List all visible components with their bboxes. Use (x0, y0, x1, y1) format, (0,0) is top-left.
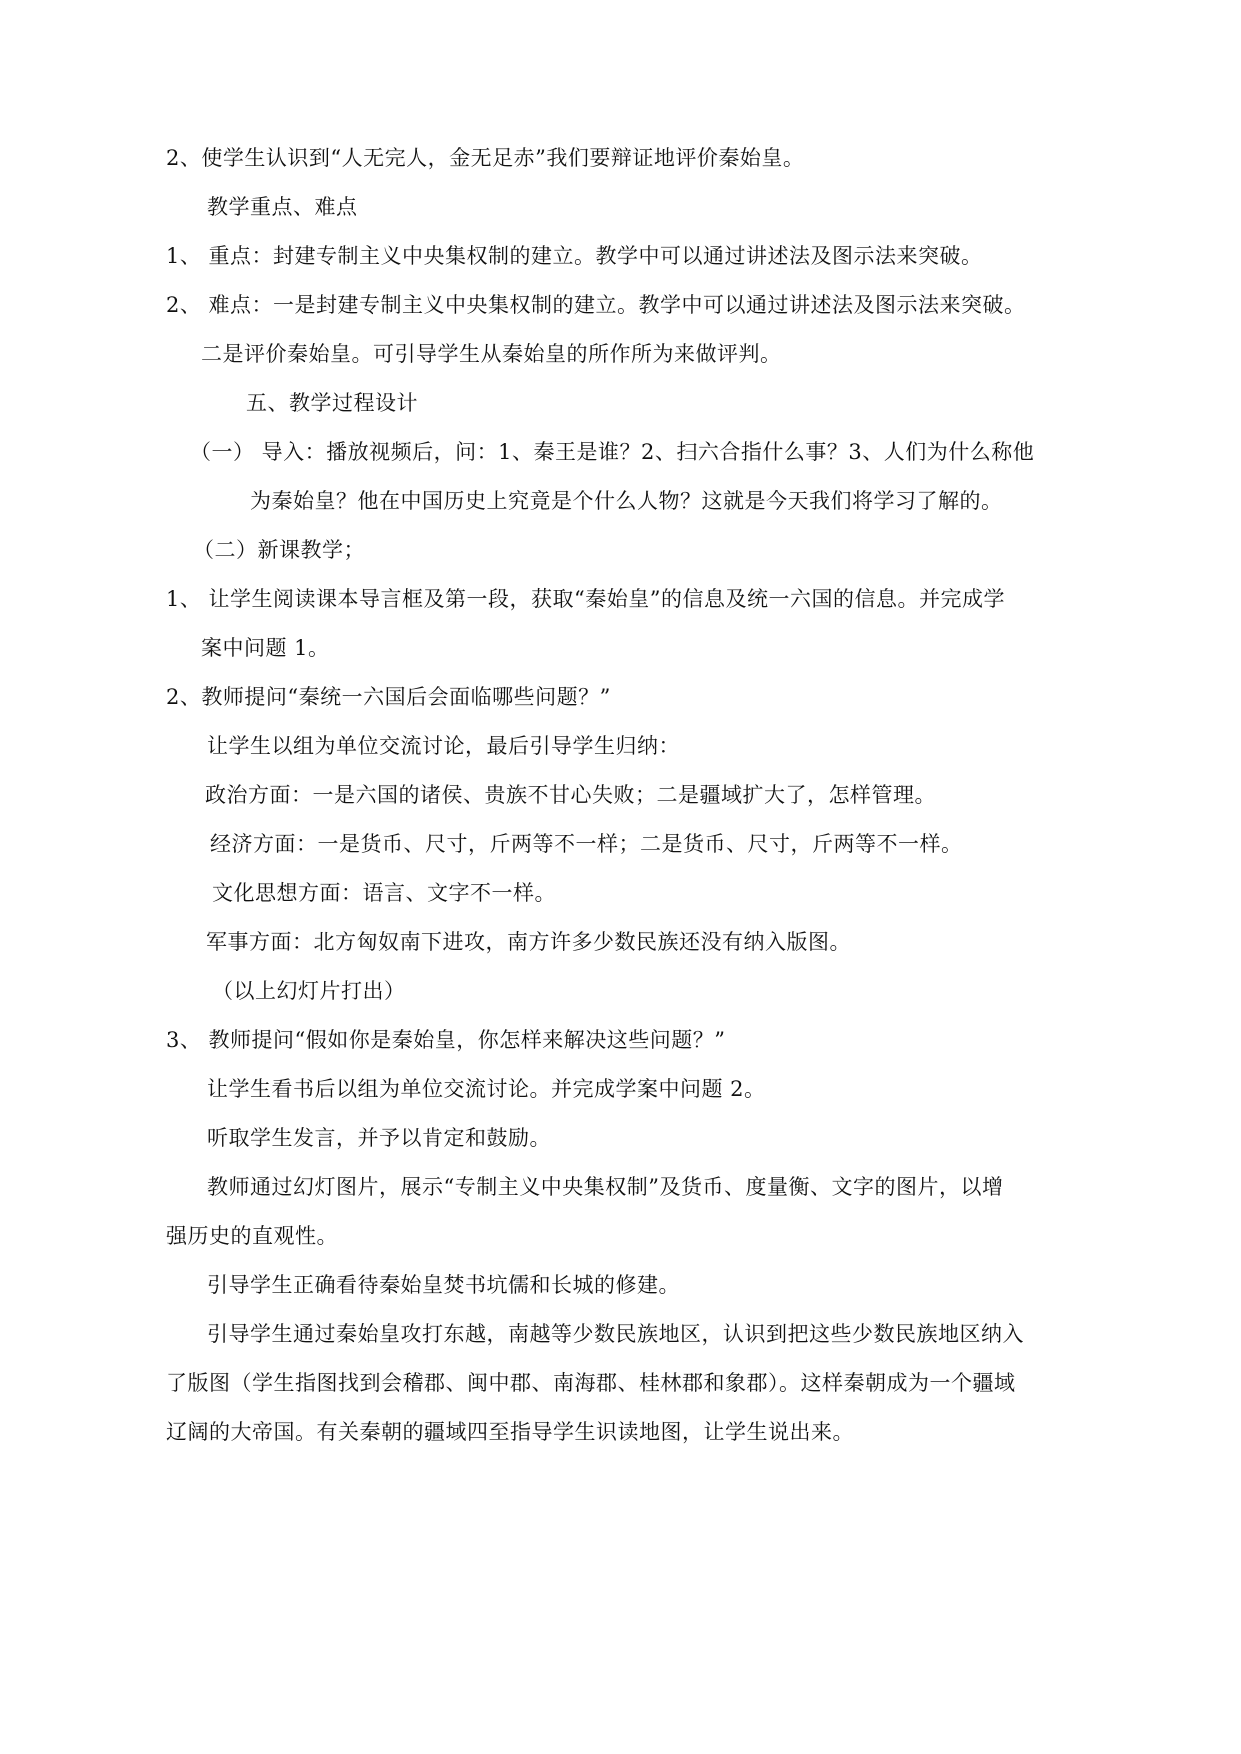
text-line-book-burning: 引导学生正确看待秦始皇焚书坑儒和长城的修建。 (207, 1273, 680, 1297)
text-line-discussion: 让学生以组为单位交流讨论，最后引导学生归纳： (207, 734, 680, 758)
text-line-economy: 经济方面：一是货币、尺寸，斤两等不一样；二是货币、尺寸，斤两等不一样。 (210, 832, 963, 856)
text-line-territory-cont-2: 辽阔的大帝国。有关秦朝的疆域四至指导学生识读地图，让学生说出来。 (166, 1420, 854, 1444)
text-line-military: 军事方面：北方匈奴南下进攻，南方许多少数民族还没有纳入版图。 (206, 930, 851, 954)
text-line-step-2: 2、教师提问“秦统一六国后会面临哪些问题？” (166, 685, 611, 709)
heading-new-lesson: （二）新课教学； (193, 538, 365, 562)
text-line-intro-cont: 为秦始皇？他在中国历史上究竟是个什么人物？这就是今天我们将学习了解的。 (250, 489, 1003, 513)
text-line-group-discussion: 让学生看书后以组为单位交流讨论。并完成学案中问题 2。 (207, 1077, 766, 1101)
text-line-key-point: 1、 重点：封建专制主义中央集权制的建立。教学中可以通过讲述法及图示法来突破。 (166, 244, 983, 268)
text-line-territory-cont-1: 了版图（学生指图找到会稽郡、闽中郡、南海郡、桂林郡和象郡）。这样秦朝成为一个疆域 (166, 1371, 1016, 1395)
text-line-slides-display: 教师通过幻灯图片，展示“专制主义中央集权制”及货币、度量衡、文字的图片，以增 (207, 1175, 1004, 1199)
text-line-slides-display-cont: 强历史的直观性。 (166, 1224, 338, 1248)
text-line-step-3: 3、 教师提问“假如你是秦始皇，你怎样来解决这些问题？” (166, 1028, 726, 1052)
text-line-goal-2: 2、使学生认识到“人无完人，金无足赤”我们要辩证地评价秦始皇。 (166, 146, 805, 170)
text-line-feedback: 听取学生发言，并予以肯定和鼓励。 (207, 1126, 551, 1150)
text-line-slides-note: （以上幻灯片打出） (212, 979, 406, 1003)
text-line-step-1: 1、 让学生阅读课本导言框及第一段，获取“秦始皇”的信息及统一六国的信息。并完成学 (166, 587, 1006, 611)
heading-key-points: 教学重点、难点 (207, 195, 358, 219)
text-line-step-1-cont: 案中问题 1。 (201, 636, 330, 660)
heading-teaching-process: 五、教学过程设计 (246, 391, 418, 415)
text-line-difficult-point-cont: 二是评价秦始皇。可引导学生从秦始皇的所作所为来做评判。 (201, 342, 782, 366)
text-line-intro: （一） 导入：播放视频后，问：1、秦王是谁？2、扫六合指什么事？3、人们为什么称他 (190, 440, 1035, 464)
text-line-culture: 文化思想方面：语言、文字不一样。 (212, 881, 556, 905)
text-line-difficult-point: 2、 难点：一是封建专制主义中央集权制的建立。教学中可以通过讲述法及图示法来突破。 (166, 293, 1026, 317)
text-line-territory: 引导学生通过秦始皇攻打东越，南越等少数民族地区，认识到把这些少数民族地区纳入 (207, 1322, 1024, 1346)
text-line-politics: 政治方面：一是六国的诸侯、贵族不甘心失败；二是疆域扩大了，怎样管理。 (205, 783, 936, 807)
